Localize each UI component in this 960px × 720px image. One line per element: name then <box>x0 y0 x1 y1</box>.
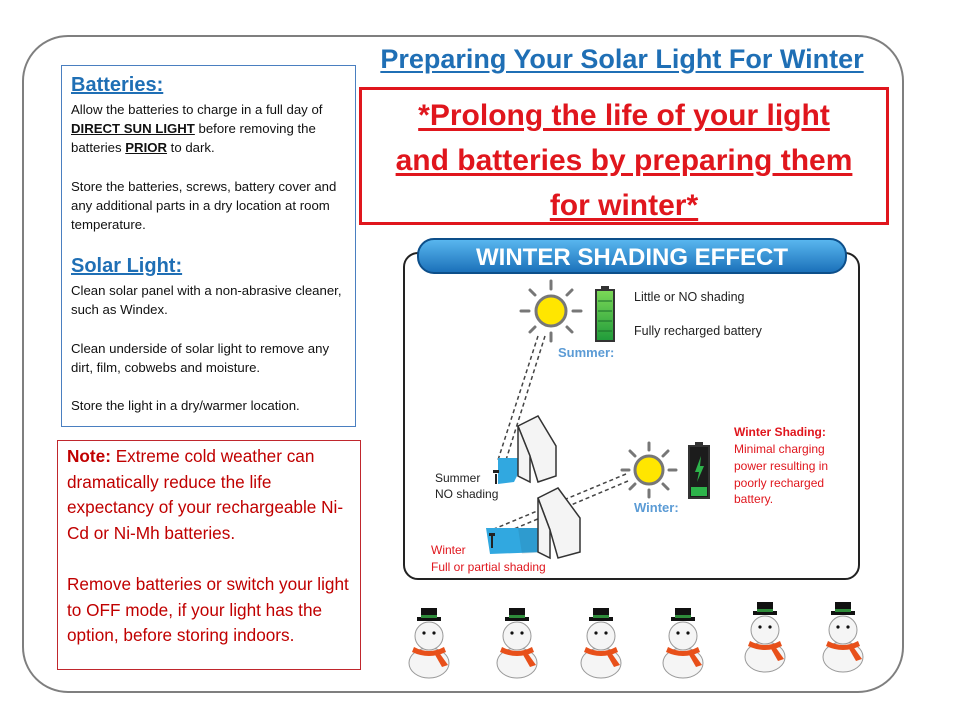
sun-icon <box>622 443 676 497</box>
solar-light-paragraph-2: Clean underside of solar light to remove any dirt, film, cobwebs and moisture. <box>71 340 330 375</box>
solar-light-heading: Solar Light: <box>71 255 183 278</box>
batteries-paragraph-1: Allow the batteries to charge in a full day of DIRECT SUN LIGHT before removing the batteries PRIOR to dark. <box>71 102 323 156</box>
snowman-icon <box>652 605 714 679</box>
note-paragraph-1: Note: Extreme cold weather can dramatically reduce the life expectancy of your rechargeable Ni-Cd or Ni-Mh batteries. <box>67 446 344 543</box>
snowmen-row <box>398 605 888 685</box>
winter-shading-diagram <box>398 236 863 584</box>
snowman-icon <box>812 599 874 673</box>
prolong-line-1: *Prolong the life of your light <box>418 99 830 132</box>
winter-shading-title: Winter Shading: <box>734 425 826 439</box>
instructions-box <box>61 65 356 427</box>
winter-shading-line-1: Minimal charging <box>734 442 825 456</box>
summer-label: Summer: <box>558 345 615 360</box>
little-shading-text: Little or NO shading <box>634 290 745 304</box>
solar-light-paragraph-3: Store the light in a dry/warmer location. <box>71 398 300 414</box>
diagram-banner-text: WINTER SHADING EFFECT <box>476 244 788 271</box>
snowman-icon <box>734 599 796 673</box>
winter-partial-2: Full or partial shading <box>431 560 546 574</box>
solar-light-paragraph-1: Clean solar panel with a non-abrasive cleaner, such as Windex. <box>71 283 342 318</box>
winter-partial-1: Winter <box>431 543 466 557</box>
note-label: Note: <box>67 446 111 466</box>
prolong-line-2: and batteries by preparing them <box>395 144 853 177</box>
snowman-icon <box>486 605 548 679</box>
sun-icon <box>521 281 581 341</box>
fully-recharged-text: Fully recharged battery <box>634 324 762 338</box>
summer-no-shading-1: Summer <box>435 471 481 485</box>
prolong-line-3: for winter* <box>549 189 699 222</box>
snowman-icon <box>398 605 460 679</box>
battery-full-icon <box>596 286 614 341</box>
prolong-callout <box>359 87 889 225</box>
batteries-paragraph-2: Store the batteries, screws, battery cover and any additional parts in a dry location at room temperature. <box>71 178 337 233</box>
note-paragraph-2: Remove batteries or switch your light to OFF mode, if your light has the option, before storing indoors. <box>67 573 349 646</box>
diagram-panel <box>404 253 859 579</box>
winter-label: Winter: <box>634 500 679 515</box>
note-box <box>57 440 361 670</box>
battery-charging-icon <box>689 442 709 498</box>
snowman-icon <box>570 605 632 679</box>
batteries-heading: Batteries: <box>71 74 164 96</box>
winter-shading-line-2: power resulting in <box>734 459 829 473</box>
winter-shading-line-4: battery. <box>734 492 774 506</box>
winter-shading-line-3: poorly recharged <box>734 476 825 490</box>
page-title: Preparing Your Solar Light For Winter <box>380 44 864 74</box>
summer-no-shading-2: NO shading <box>435 487 499 501</box>
